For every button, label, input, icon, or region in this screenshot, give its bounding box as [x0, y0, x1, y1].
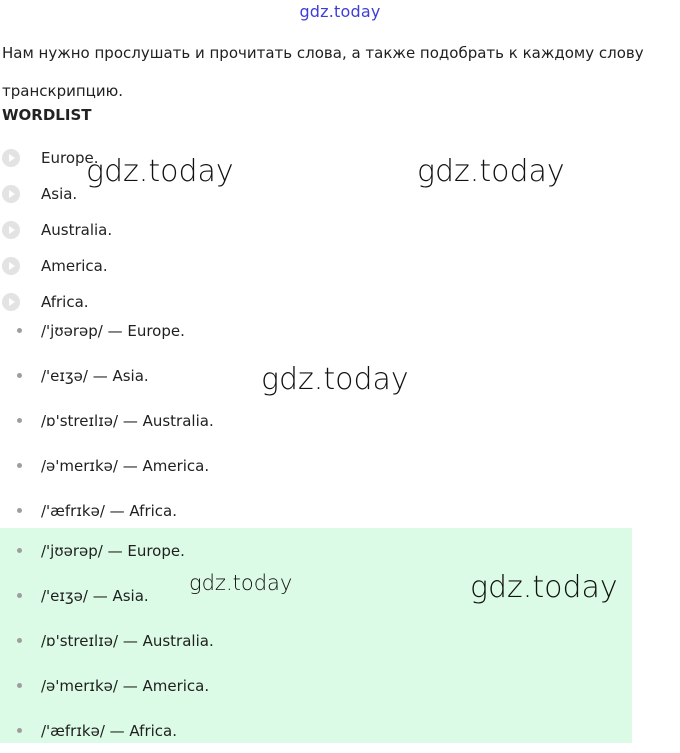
site-title[interactable]: gdz.today: [299, 2, 381, 21]
transcription-text: /ɒ'streɪlɪə/ — Australia.: [41, 411, 214, 430]
bullet-icon: [17, 728, 22, 733]
play-icon[interactable]: [2, 257, 20, 275]
transcription-text: /'eɪʒə/ — Asia.: [41, 366, 149, 385]
audio-word: America.: [41, 257, 108, 275]
transcription-text: /ə'merɪkə/ — America.: [41, 456, 210, 475]
play-icon[interactable]: [2, 185, 20, 203]
bullet-icon: [17, 328, 22, 333]
transcription-item: [0, 443, 632, 488]
transcription-item: [0, 663, 632, 708]
transcription-list: [0, 308, 632, 533]
bullet-icon: [17, 638, 22, 643]
transcription-item: [0, 308, 632, 353]
bullet-icon: [17, 593, 22, 598]
transcription-text: /ə'merɪkə/ — America.: [41, 676, 210, 695]
watermark: gdz.today: [189, 571, 293, 595]
transcription-text: /'æfrɪkə/ — Africa.: [41, 721, 177, 740]
watermark: gdz.today: [417, 154, 565, 189]
watermark: gdz.today: [470, 570, 618, 605]
bullet-icon: [17, 373, 22, 378]
transcription-text: /'jʊərəp/ — Europe.: [41, 321, 185, 340]
bullet-icon: [17, 463, 22, 468]
bullet-icon: [17, 508, 22, 513]
transcription-item: [0, 708, 632, 753]
transcription-item: [0, 398, 632, 443]
audio-word: Africa.: [41, 293, 89, 311]
wordlist-heading: WORDLIST: [2, 106, 92, 124]
audio-word: Australia.: [41, 221, 113, 239]
transcription-text: /'eɪʒə/ — Asia.: [41, 586, 149, 605]
audio-word: Asia.: [41, 185, 78, 203]
transcription-item: [0, 488, 632, 533]
transcription-item: [0, 528, 632, 573]
transcription-text: /'jʊərəp/ — Europe.: [41, 541, 185, 560]
answer-transcription-list: [0, 528, 632, 743]
bullet-icon: [17, 548, 22, 553]
transcription-text: /ɒ'streɪlɪə/ — Australia.: [41, 631, 214, 650]
bullet-icon: [17, 683, 22, 688]
transcription-item: [0, 618, 632, 663]
watermark: gdz.today: [86, 154, 234, 189]
transcription-text: /'æfrɪkə/ — Africa.: [41, 501, 177, 520]
play-icon[interactable]: [2, 221, 20, 239]
play-icon[interactable]: [2, 149, 20, 167]
audio-word: Europe.: [41, 149, 99, 167]
bullet-icon: [17, 418, 22, 423]
intro-text: Нам нужно прослушать и прочитать слова, а также подобрать к каждому слову транскрипцию.: [2, 44, 644, 100]
watermark: gdz.today: [261, 362, 409, 397]
